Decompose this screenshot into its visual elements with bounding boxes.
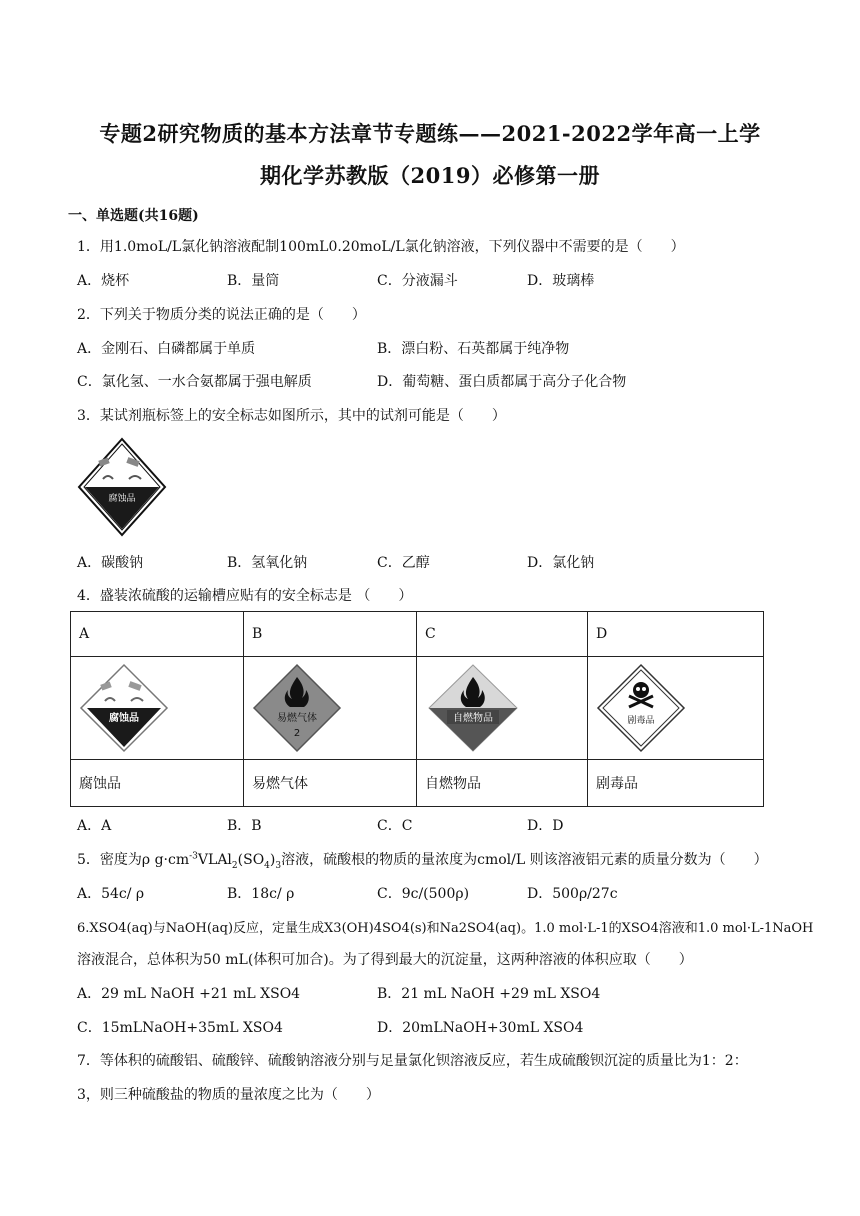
q7-stem-line-2: 3，则三种硫酸盐的物质的量浓度之比为（ ） (77, 1087, 380, 1103)
flammable-gas-sign-icon (252, 663, 342, 753)
title-line-2: 期化学苏教版（2019）必修第一册 (260, 163, 600, 188)
q1-option-a: A．烧杯 (77, 273, 130, 289)
q4-sign-cell-b (244, 657, 417, 760)
q4-sign-number-b: 2 (293, 728, 301, 739)
q4-sign-label-c: 自燃物品 (453, 713, 493, 724)
q4-caption-c: 自燃物品 (417, 760, 588, 807)
q5-stem-part: (SO (237, 852, 265, 868)
q6-stem-line-1: 6.XSO4(aq)与NaOH(aq)反应，定量生成X3(OH)4SO4(s)和Na2SO4(aq)。1.0 mol·L-1的XSO4溶液和1.0 mol·L-1NaOH (77, 921, 814, 936)
q4-header-c: C (417, 612, 588, 657)
q6-option-c: C．15mLNaOH+35mL XSO4 (77, 1020, 283, 1036)
q6-option-d: D．20mLNaOH+30mL XSO4 (377, 1020, 584, 1036)
q2-option-a: A．金刚石、白磷都属于单质 (77, 341, 256, 357)
q4-stem: 4．盛装浓硫酸的运输槽应贴有的安全标志是 （ ） (77, 588, 413, 604)
corrosive-sign-icon (77, 437, 167, 537)
q2-option-d: D．葡萄糖、蛋白质都属于高分子化合物 (377, 374, 627, 390)
q4-sign-label-d: 剧毒品 (627, 716, 655, 726)
q4-sign-label-a: 腐蚀品 (109, 713, 139, 724)
q5-stem-part: 5．密度为ρ g·cm (77, 852, 190, 868)
q3-stem: 3．某试剂瓶标签上的安全标志如图所示，其中的试剂可能是（ ） (77, 408, 506, 424)
q7-stem-line-1: 7．等体积的硫酸铝、硫酸锌、硫酸钠溶液分别与足量氯化钡溶液反应，若生成硫酸钡沉淀的质量比为1：2： (77, 1053, 748, 1069)
q4-option-b: B．B (227, 818, 262, 834)
q5-option-c: C．9c/(500ρ) (377, 886, 470, 902)
q5-stem-part: ) (269, 852, 276, 868)
q4-sign-table (70, 611, 764, 807)
q2-stem: 2．下列关于物质分类的说法正确的是（ ） (77, 307, 366, 323)
q6-option-a: A．29 mL NaOH +21 mL XSO4 (77, 986, 301, 1002)
q5-option-a: A．54c/ ρ (77, 886, 145, 902)
q4-sign-cell-a (71, 657, 244, 760)
spontaneous-combustion-sign-icon (425, 663, 521, 753)
q4-option-a: A．A (77, 818, 112, 834)
q4-caption-a: 腐蚀品 (71, 760, 244, 807)
q5-stem-sub: 3 (275, 860, 282, 871)
q3-option-c: C．乙醇 (377, 555, 430, 571)
q4-header-b: B (244, 612, 417, 657)
q1-stem: 1．用1.0moL/L氯化钠溶液配制100mL0.20moL/L氯化钠溶液，下列仪器中不需要的是（ ） (77, 239, 685, 255)
q5-option-b: B．18c/ ρ (227, 886, 295, 902)
q5-stem-part: VLAl (197, 852, 232, 868)
q6-option-b: B．21 mL NaOH +29 mL XSO4 (377, 986, 601, 1002)
q5-stem-sub: 2 (231, 860, 238, 871)
q3-option-a: A．碳酸钠 (77, 555, 144, 571)
q4-sign-label-b: 易燃气体 (277, 713, 317, 724)
q4-sign-cell-d (588, 657, 764, 760)
q2-option-c: C．氯化氢、一水合氨都属于强电解质 (77, 374, 312, 390)
section-heading: 一、单选题(共16题) (68, 208, 199, 224)
q5-option-d: D．500ρ/27c (527, 886, 618, 902)
q4-option-d: D．D (527, 818, 564, 834)
q5-stem-sup: -3 (189, 851, 198, 862)
corrosive-sign-icon (79, 663, 169, 753)
q3-sign-label: 腐蚀品 (108, 494, 136, 504)
q5-stem-part: 溶液，硫酸根的物质的量浓度为cmol/L 则该溶液铝元素的质量分数为（ ） (281, 852, 768, 868)
q3-option-b: B．氢氧化钠 (227, 555, 308, 571)
q4-sign-cell-c (417, 657, 588, 760)
q4-header-d: D (588, 612, 764, 657)
q1-option-d: D．玻璃棒 (527, 273, 595, 289)
q1-option-b: B．量筒 (227, 273, 280, 289)
toxic-skull-sign-icon (596, 663, 686, 753)
q4-caption-b: 易燃气体 (244, 760, 417, 807)
q3-option-d: D．氯化钠 (527, 555, 595, 571)
title-line-1: 专题2研究物质的基本方法章节专题练——2021-2022学年高一上学 (99, 121, 761, 146)
q1-option-c: C．分液漏斗 (377, 273, 458, 289)
q4-caption-d: 剧毒品 (588, 760, 764, 807)
q2-option-b: B．漂白粉、石英都属于纯净物 (377, 341, 570, 357)
q6-stem-line-2: 溶液混合，总体积为50 mL(体积可加合)。为了得到最大的沉淀量，这两种溶液的体积应取（ ） (77, 952, 693, 968)
q5-stem (77, 849, 768, 871)
q4-option-c: C．C (377, 818, 413, 834)
q5-stem-sub: 4 (264, 860, 270, 871)
q4-header-a: A (71, 612, 244, 657)
